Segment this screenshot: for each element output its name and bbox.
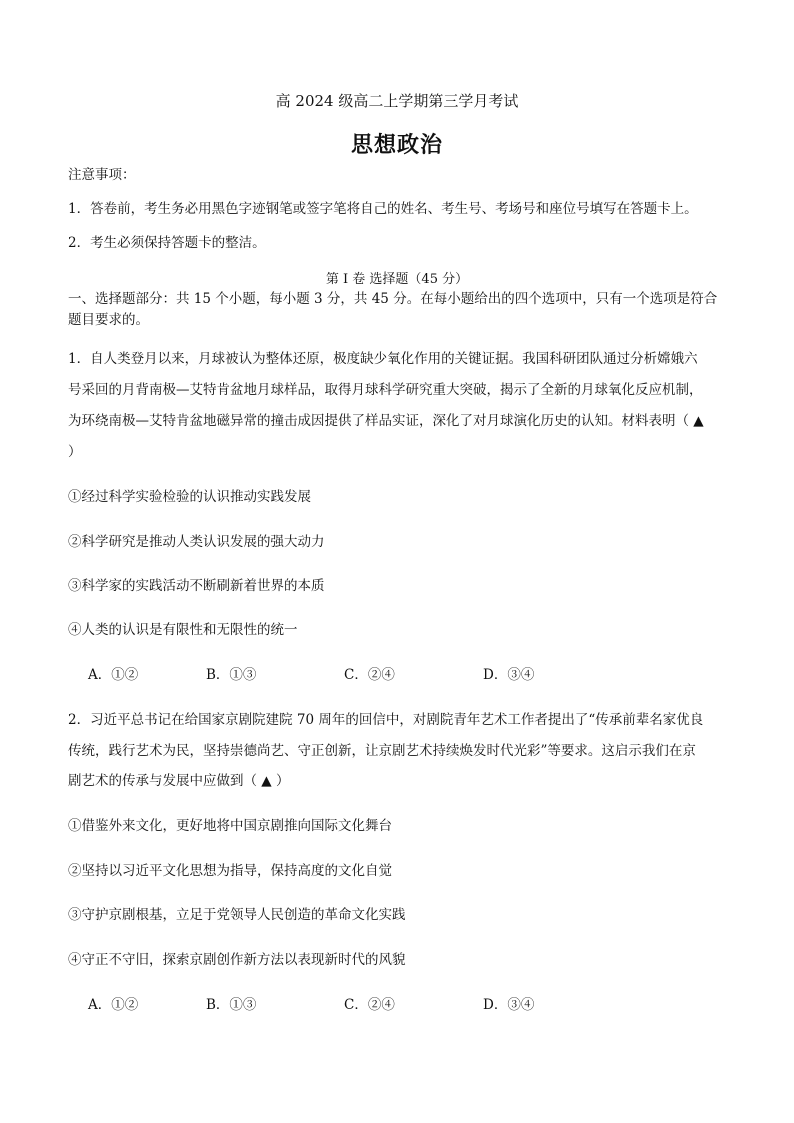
q2-stem-line3: 剧艺术的传承与发展中应做到（ ▲ ） — [68, 773, 290, 789]
q2-option-a[interactable]: A．①② — [88, 997, 139, 1013]
section-title: 第 I 卷 选择题（45 分） — [325, 272, 469, 287]
subject-title: 思想政治 — [350, 132, 443, 158]
section-instructions-line1: 一、选择题部分：共 15 个小题，每小题 3 分，共 45 分。在每小题给出的四个选项中，只有一个选项是符合 — [68, 291, 718, 307]
q1-statement-3: ③科学家的实践活动不断刷新着世界的本质 — [68, 578, 325, 594]
q1-option-d[interactable]: D．③④ — [483, 667, 535, 683]
q1-stem-line4: ） — [68, 444, 82, 460]
note-item-2: 2．考生必须保持答题卡的整洁。 — [68, 235, 266, 251]
q2-statement-1: ①借鉴外来文化，更好地将中国京剧推向国际文化舞台 — [68, 818, 392, 834]
q2-stem-line1: 2．习近平总书记在给国家京剧院建院 70 周年的回信中，对剧院青年艺术工作者提出了“传承前辈名家优良 — [68, 712, 704, 728]
notes-heading: 注意事项： — [68, 167, 136, 183]
note-item-1: 1．答卷前，考生务必用黑色字迹钢笔或签字笔将自己的姓名、考生号、考场号和座位号填写在答题卡上。 — [68, 201, 698, 217]
q2-statement-4: ④守正不守旧，探索京剧创作新方法以表现新时代的风貌 — [68, 952, 406, 968]
q1-stem-line1: 1．自人类登月以来，月球被认为整体还原，极度缺少氧化作用的关键证据。我国科研团队通过分析嫦娥六 — [68, 351, 698, 367]
q1-option-c[interactable]: C．②④ — [344, 667, 395, 683]
q2-option-d[interactable]: D．③④ — [483, 997, 535, 1013]
q2-option-b[interactable]: B．①③ — [206, 997, 257, 1013]
q2-statement-3: ③守护京剧根基，立足于党领导人民创造的革命文化实践 — [68, 907, 406, 923]
exam-title: 高 2024 级高二上学期第三学月考试 — [275, 92, 519, 110]
q1-option-b[interactable]: B．①③ — [206, 667, 257, 683]
q1-options — [0, 666, 794, 686]
q1-stem-line3: 为环绕南极—艾特肯盆地磁异常的撞击成因提供了样品实证，深化了对月球演化历史的认知。材料表明（ ▲ — [68, 413, 704, 429]
q2-statement-2: ②坚持以习近平文化思想为指导，保持高度的文化自觉 — [68, 863, 392, 879]
q1-stem-line2: 号采回的月背南极—艾特肯盆地月球样品，取得月球科学研究重大突破，揭示了全新的月球氧化反应机制， — [68, 382, 703, 398]
q1-statement-4: ④人类的认识是有限性和无限性的统一 — [68, 622, 298, 638]
q1-statement-2: ②科学研究是推动人类认识发展的强大动力 — [68, 534, 325, 550]
q1-option-a[interactable]: A．①② — [88, 667, 139, 683]
section-instructions-line2: 题目要求的。 — [68, 312, 149, 328]
q1-statement-1: ①经过科学实验检验的认识推动实践发展 — [68, 489, 311, 505]
q2-option-c[interactable]: C．②④ — [344, 997, 395, 1013]
q2-stem-line2: 传统，践行艺术为民，坚持崇德尚艺、守正创新，让京剧艺术持续焕发时代光彩”等要求。这启示我们在京 — [68, 743, 696, 759]
q2-options — [0, 996, 794, 1016]
